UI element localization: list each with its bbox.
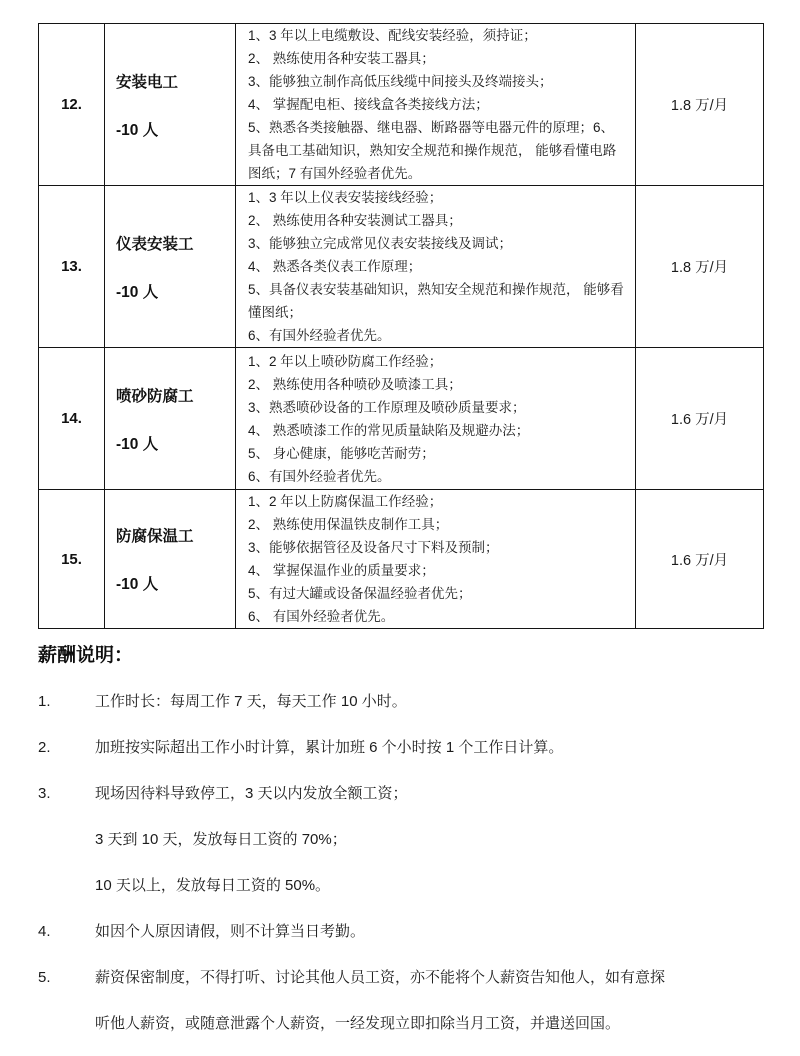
list-item (38, 771, 763, 909)
requirement-line: 4、 熟悉各类仪表工作原理； (248, 259, 422, 274)
note-body (95, 771, 763, 909)
requirement-line: 3、能够独立制作高低压线缆中间接头及终端接头； (248, 74, 553, 89)
list-item (38, 955, 763, 1047)
requirement-line: 5、具备仪表安装基础知识，熟知安全规范和操作规范， 能够看懂图纸； (248, 282, 624, 320)
job-title: 防腐保温工 (116, 528, 194, 545)
note-line: 听他人薪资，或随意泄露个人薪资，一经发现立即扣除当月工资，并遣送回国。 (95, 1015, 621, 1032)
job-headcount: -10 人 (116, 283, 159, 301)
note-line: 加班按实际超出工作小时计算，累计加班 6 个小时按 1 个工作日计算。 (95, 739, 564, 756)
job-title-cell (105, 24, 236, 186)
requirement-line: 2、 熟练使用保温铁皮制作工具； (248, 517, 449, 532)
job-title: 喷砂防腐工 (116, 387, 194, 405)
note-line: 如因个人原因请假，则不计算当日考勤。 (95, 923, 366, 940)
requirement-line: 2、 熟练使用各种安装测试工器具； (248, 213, 462, 228)
job-salary: 1.8 万/月 (636, 24, 764, 186)
job-title-cell (105, 348, 236, 490)
job-headcount: -10 人 (116, 121, 159, 139)
requirement-line: 2、 熟练使用各种安装工器具； (248, 51, 435, 66)
requirement-line: 1、3 年以上仪表安装接线经验； (248, 190, 443, 205)
requirement-line: 5、熟悉各类接触器、继电器、断路器等电器元件的原理；6、具备电工基础知识，熟知安全规范和操作规范， 能够看懂电路图纸；7 有国外经验者优先。 (248, 120, 617, 181)
row-number: 15. (39, 490, 105, 629)
job-title: 仪表安装工 (116, 235, 194, 253)
job-salary: 1.8 万/月 (636, 186, 764, 348)
row-number: 13. (39, 186, 105, 348)
jobs-table (38, 23, 764, 629)
list-item (38, 725, 763, 771)
table-row (39, 490, 764, 629)
requirement-line: 4、 熟悉喷漆工作的常见质量缺陷及规避办法； (248, 422, 530, 438)
note-body (95, 955, 763, 1047)
requirement-line: 6、有国外经验者优先。 (248, 468, 391, 484)
row-number: 14. (39, 348, 105, 490)
requirement-line: 5、有过大罐或设备保温经验者优先； (248, 586, 472, 601)
note-line: 薪资保密制度，不得打听、讨论其他人员工资，亦不能将个人薪资告知他人，如有意探 (95, 969, 666, 986)
requirement-line: 1、3 年以上电缆敷设、配线安装经验，须持证； (248, 28, 537, 43)
requirements-cell (236, 490, 636, 629)
requirement-line: 5、 身心健康，能够吃苦耐劳； (248, 445, 435, 461)
note-line: 现场因待料导致停工，3 天以内发放全额工资； (95, 785, 408, 802)
requirement-line: 2、 熟练使用各种喷砂及喷漆工具； (248, 376, 462, 392)
list-item (38, 679, 763, 725)
requirement-line: 1、2 年以上防腐保温工作经验； (248, 494, 443, 509)
job-headcount: -10 人 (116, 576, 159, 593)
job-salary: 1.6 万/月 (636, 490, 764, 629)
table-row (39, 348, 764, 490)
note-number: 5. (38, 969, 51, 986)
note-number: 4. (38, 923, 51, 940)
note-number: 2. (38, 739, 51, 756)
note-body (95, 909, 763, 955)
job-title-cell (105, 186, 236, 348)
note-line: 3 天到 10 天，发放每日工资的 70%； (95, 831, 347, 848)
table-row (39, 24, 764, 186)
requirements-cell (236, 24, 636, 186)
requirement-line: 3、能够独立完成常见仪表安装接线及调试； (248, 236, 513, 251)
table-row (39, 186, 764, 348)
note-line: 10 天以上，发放每日工资的 50%。 (95, 877, 331, 894)
requirements-cell (236, 186, 636, 348)
row-number: 12. (39, 24, 105, 186)
requirement-line: 4、 掌握保温作业的质量要求； (248, 563, 435, 578)
note-body (95, 679, 763, 725)
note-number: 3. (38, 785, 51, 802)
requirement-line: 4、 掌握配电柜、接线盒各类接线方法； (248, 97, 489, 112)
notes-list (38, 679, 763, 1047)
job-title-cell (105, 490, 236, 629)
requirement-line: 3、熟悉喷砂设备的工作原理及喷砂质量要求； (248, 399, 526, 415)
requirements-cell (236, 348, 636, 490)
note-body (95, 725, 763, 771)
requirement-line: 6、有国外经验者优先。 (248, 328, 391, 343)
job-title: 安装电工 (116, 73, 179, 91)
note-line: 工作时长：每周工作 7 天，每天工作 10 小时。 (95, 693, 407, 710)
note-number: 1. (38, 693, 51, 710)
requirement-line: 3、能够依据管径及设备尺寸下料及预制； (248, 540, 499, 555)
requirement-line: 6、 有国外经验者优先。 (248, 609, 395, 624)
job-headcount: -10 人 (116, 435, 159, 453)
requirement-line: 1、2 年以上喷砂防腐工作经验； (248, 353, 443, 369)
job-salary: 1.6 万/月 (636, 348, 764, 490)
list-item (38, 909, 763, 955)
notes-heading: 薪酬说明： (38, 645, 134, 666)
